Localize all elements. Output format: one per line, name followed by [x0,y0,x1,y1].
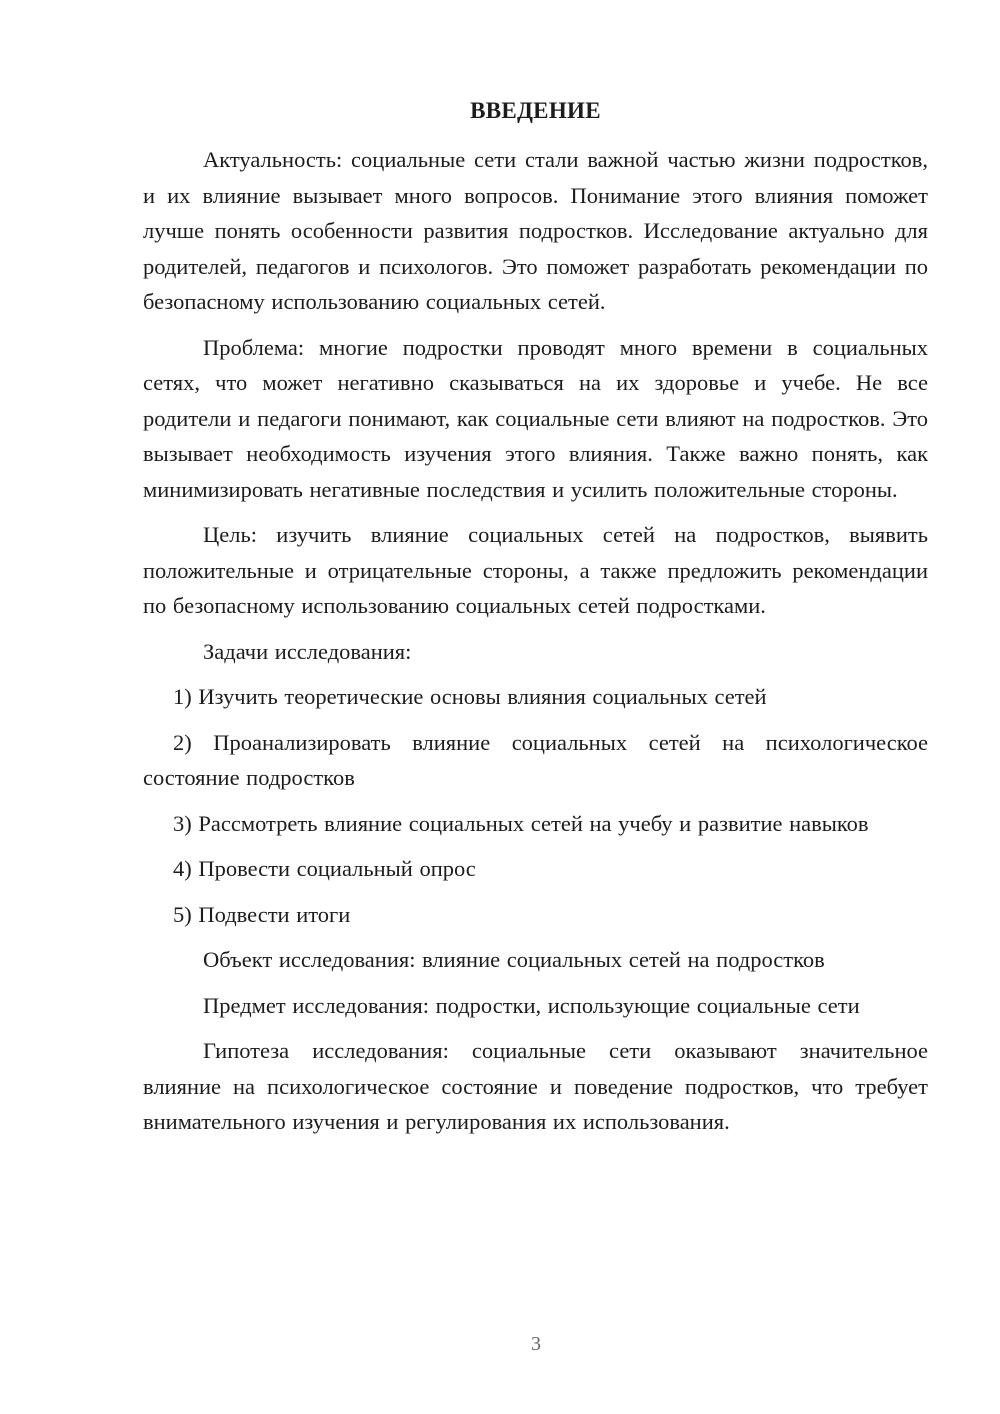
body-text [143,142,928,1150]
section-title: ВВЕДЕНИЕ [470,98,601,123]
paragraph-relevance: Актуальность: социальные сети стали важной частью жизни подростков, и их влияние вызывает много вопросов. Понимание этого влияния поможет лучше понять особенности развития подростков. Исследование актуально для родителей, педагогов и психологов. Это поможет разработать рекомендации по безопасному использованию социальных сетей. [143,147,928,314]
paragraph-tasks-heading: Задачи исследования: [203,638,412,664]
task-item-2: 2) Проанализировать влияние социальных сетей на психологическое состояние подростков [143,729,928,790]
task-item-5: 5) Подвести итоги [173,901,351,927]
task-item-4: 4) Провести социальный опрос [173,856,476,881]
paragraph-hypothesis: Гипотеза исследования: социальные сети оказывают значительное влияние на психологическое состояние и поведение подростков, что требует внимательного изучения и регулирования их использования. [143,1038,928,1134]
task-item-1: 1) Изучить теоретические основы влияния социальных сетей [173,684,767,709]
task-item-3: 3) Рассмотреть влияние социальных сетей на учебу и развитие навыков [173,810,869,836]
paragraph-problem: Проблема: многие подростки проводят много времени в социальных сетях, что может негативно сказываться на их здоровье и учебе. Не все родители и педагоги понимают, как социальные сети влияют на подростков. Это вызывает необходимость изучения этого влияния. Также важно понять, как минимизировать негативные последствия и усилить положительные стороны. [143,334,928,502]
paragraph-goal: Цель: изучить влияние социальных сетей на подростков, выявить положительные и отрицательные стороны, а также предложить рекомендации по безопасному использованию социальных сетей подростками. [143,522,928,618]
paragraph-object: Объект исследования: влияние социальных сетей на подростков [203,947,825,972]
paragraph-subject: Предмет исследования: подростки, использующие социальные сети [203,992,860,1018]
page-number: 3 [531,1333,541,1355]
